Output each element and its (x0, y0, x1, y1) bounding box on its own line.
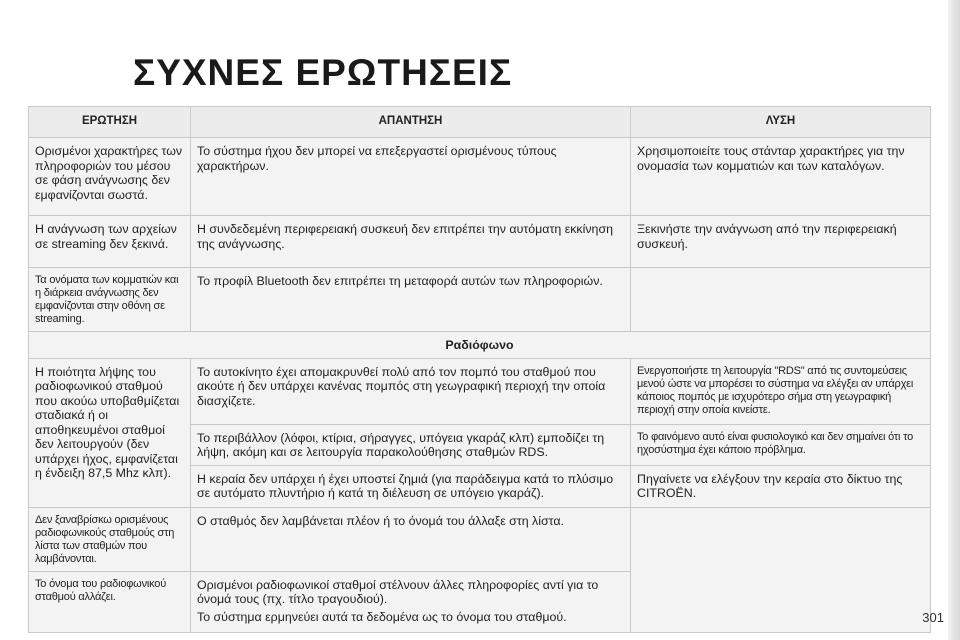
section-row (29, 332, 931, 359)
page-title: ΣΥΧΝΕΣ ΕΡΩΤΗΣΕΙΣ (133, 52, 513, 93)
answer-cell: Το αυτοκίνητο έχει απομακρυνθεί πολύ από τον πομπό του σταθμού που ακούτε ή δεν υπάρχει κανένας πομπός στη γεωγραφική περιοχή την οποία διασχίζετε. (191, 358, 631, 424)
question-cell: Το όνομα του ραδιοφωνικού σταθμού αλλάζει. (29, 571, 191, 633)
question-cell: Δεν ξαναβρίσκω ορισμένους ραδιοφωνικούς σταθμούς στη λίστα των σταθμών που λαμβάνονται. (29, 507, 191, 571)
table-row (29, 216, 931, 268)
answer-paragraph: Ορισμένοι ραδιοφωνικοί σταθμοί στέλνουν άλλες πληροφορίες αντί για το όνομά τους (πχ. τίτλο τραγουδιού). (197, 577, 599, 606)
section-title-radio: Ραδιόφωνο (29, 332, 931, 359)
table-row (29, 268, 931, 332)
column-header-question: ΕΡΩΤΗΣΗ (29, 107, 191, 138)
question-cell: Ορισμένοι χαρακτήρες των πληροφοριών του μέσου σε φάση ανάγνωσης δεν εμφανίζονται σωστά. (29, 138, 191, 216)
table-row (29, 358, 931, 424)
solution-cell: Χρησιμοποιείτε τους στάνταρ χαρακτήρες για την ονομασία των κομματιών και των καταλόγων. (631, 138, 931, 216)
solution-cell-empty (631, 507, 931, 633)
answer-cell: Ο σταθμός δεν λαμβάνεται πλέον ή το όνομά του άλλαξε στη λίστα. (191, 507, 631, 571)
answer-cell: Η κεραία δεν υπάρχει ή έχει υποστεί ζημιά (για παράδειγμα κατά το πλύσιμο σε αυτόματο πλυντήριο ή κατά τη διέλευση σε υπόγειο γκαράζ). (191, 465, 631, 507)
table-row (29, 507, 931, 571)
question-cell: Τα ονόματα των κομματιών και η διάρκεια ανάγνωσης δεν εμφανίζονται στην οθόνη σε streaming. (29, 268, 191, 332)
question-cell: Η ανάγνωση των αρχείων σε streaming δεν ξεκινά. (29, 216, 191, 268)
answer-cell (191, 571, 631, 633)
answer-cell: Το σύστημα ήχου δεν μπορεί να επεξεργαστεί ορισμένους τύπους χαρακτήρων. (191, 138, 631, 216)
faq-table (28, 106, 931, 633)
column-header-answer: ΑΠΑΝΤΗΣΗ (191, 107, 631, 138)
question-cell: Η ποιότητα λήψης του ραδιοφωνικού σταθμού που ακούω υποβαθμίζεται σταδιακά ή οι αποθηκευμένοι σταθμοί δεν λειτουργούν (δεν υπάρχει ήχος, εμφανίζεται η ένδειξη 87,5 Mhz κλπ). (29, 358, 191, 507)
answer-cell: Το περιβάλλον (λόφοι, κτίρια, σήραγγες, υπόγεια γκαράζ κλπ) εμποδίζει τη λήψη, ακόμη και σε λειτουργία παρακολούθησης σταθμών RDS. (191, 424, 631, 465)
page-number: 301 (922, 610, 944, 625)
solution-cell: Ξεκινήστε την ανάγνωση από την περιφερειακή συσκευή. (631, 216, 931, 268)
table-row (29, 138, 931, 216)
solution-cell: Το φαινόμενο αυτό είναι φυσιολογικό και δεν σημαίνει ότι το ηχοσύστημα έχει κάποιο πρόβλημα. (631, 424, 931, 465)
answer-cell: Το προφίλ Bluetooth δεν επιτρέπει τη μεταφορά αυτών των πληροφοριών. (191, 268, 631, 332)
table-header-row (29, 107, 931, 138)
answer-cell: Η συνδεδεμένη περιφερειακή συσκευή δεν επιτρέπει την αυτόματη εκκίνηση της ανάγνωσης. (191, 216, 631, 268)
page-edge-strip (948, 0, 960, 640)
column-header-solution: ΛΥΣΗ (631, 107, 931, 138)
solution-cell: Πηγαίνετε να ελέγξουν την κεραία στο δίκτυο της CITROËN. (631, 465, 931, 507)
solution-cell: Ενεργοποιήστε τη λειτουργία "RDS" από τις συντομεύσεις μενού ώστε να μπορέσει το σύστημα να ελέγξει αν υπάρχει κάποιος πομπός με ισχυρότερο σήμα στη γεωγραφική περιοχή στην οποία κινείστε. (631, 358, 931, 424)
answer-paragraph: Το σύστημα ερμηνεύει αυτά τα δεδομένα ως το όνομα του σταθμού. (197, 609, 567, 624)
solution-cell (631, 268, 931, 332)
